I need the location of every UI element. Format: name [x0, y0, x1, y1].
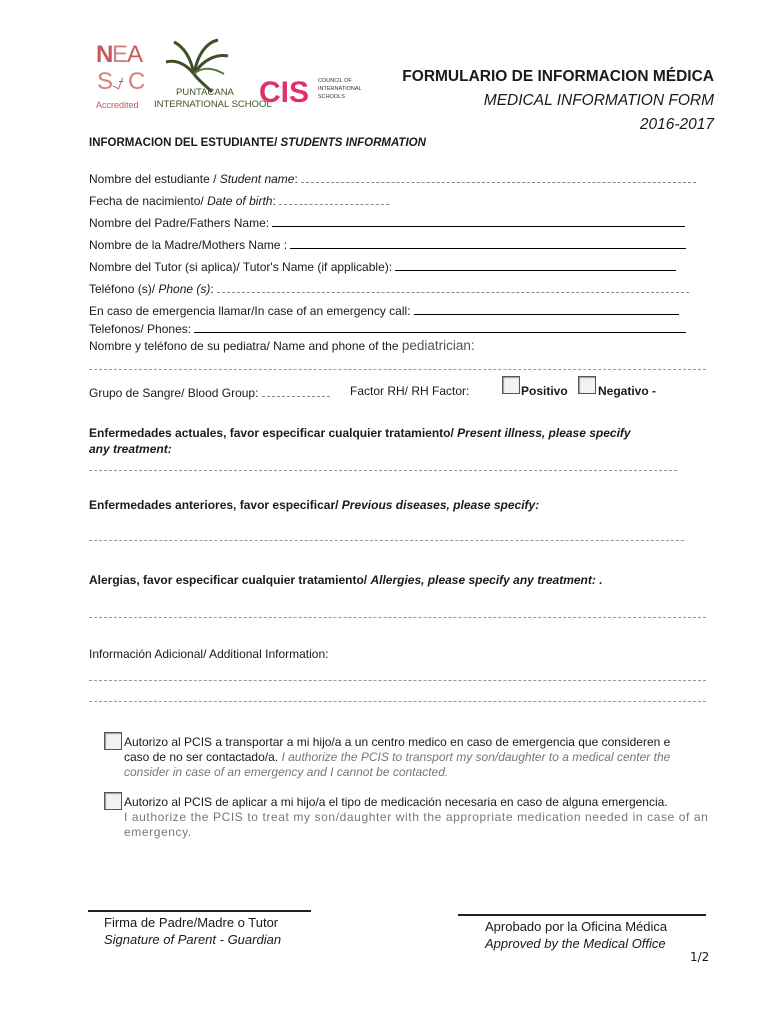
svg-text:⍻: ⍻	[112, 69, 125, 94]
form-title-es: FORMULARIO DE INFORMACION MÉDICA	[402, 68, 714, 85]
form-title-en: MEDICAL INFORMATION FORM	[483, 92, 714, 109]
parent-signature-label	[104, 914, 281, 948]
father-label: Nombre del Padre/Fathers Name:	[89, 216, 270, 230]
pediatrician-field[interactable]	[89, 369, 706, 370]
allergies-es: Alergias, favor especificar cualquier tratamiento/	[89, 573, 371, 587]
father-field[interactable]	[272, 214, 685, 227]
allergies-field[interactable]	[89, 617, 706, 618]
phones-label: Telefonos/ Phones:	[89, 322, 192, 336]
dob-label-es: Fecha de nacimiento/	[89, 194, 208, 208]
dob-field[interactable]	[279, 192, 389, 205]
medication-authorization-checkbox[interactable]	[104, 792, 122, 810]
parent-signature-en: Signature of Parent - Guardian	[104, 932, 282, 947]
phone-field[interactable]	[217, 280, 689, 293]
present-illness-label	[89, 425, 689, 457]
parent-signature-line[interactable]	[88, 910, 311, 912]
student-name-label-es: Nombre del estudiante /	[89, 172, 220, 186]
medication-auth-es: Autorizo al PCIS de aplicar a mi hijo/a el tipo de medicación necesaria en caso de alguna emergencia.	[124, 795, 668, 809]
student-name-field[interactable]	[301, 170, 696, 183]
emergency-field[interactable]	[414, 302, 679, 315]
puntacana-logo	[154, 40, 272, 110]
office-approval-label	[485, 918, 667, 952]
page-number: 1/2	[690, 950, 710, 964]
additional-info-field-2[interactable]	[89, 701, 706, 702]
transport-auth-es-1: Autorizo al PCIS a transportar a mi hijo/a a un centro medico en caso de emergencia que consideren e	[124, 735, 671, 749]
office-approval-es: Aprobado por la Oficina Médica	[485, 919, 668, 934]
phones-field[interactable]	[194, 320, 686, 333]
medication-authorization-text	[124, 795, 716, 840]
pediatrician-label-1: Nombre y teléfono de su pediatra/ Name and phone of the	[89, 339, 402, 353]
additional-info-label: Información Adicional/ Additional Information:	[89, 647, 329, 661]
section-heading-es: INFORMACION DEL ESTUDIANTE/	[89, 137, 278, 149]
transport-auth-en-2: I authorize the PCIS to transport my son/daughter to a medical center the	[281, 750, 671, 764]
blood-group-field[interactable]	[262, 384, 330, 397]
transport-auth-es-2: caso de no ser contactado/a.	[124, 750, 282, 764]
svg-text:N: N	[96, 41, 114, 68]
cis-text: CIS	[259, 76, 310, 109]
svg-text:C: C	[128, 68, 146, 95]
present-illness-field[interactable]	[89, 470, 677, 471]
phones-row	[89, 320, 686, 336]
blood-group-label: Grupo de Sangre/ Blood Group:	[89, 386, 259, 400]
neasc-logo	[96, 41, 145, 110]
parent-signature-es: Firma de Padre/Madre o Tutor	[104, 915, 279, 930]
student-name-label-en: Student name	[219, 172, 295, 186]
positive-label: Positivo	[521, 384, 568, 398]
tutor-row	[89, 258, 676, 274]
svg-text:E: E	[112, 41, 129, 68]
cis-sub-1: COUNCIL OF	[318, 78, 352, 84]
present-illness-en-1: Present illness, please specify	[457, 426, 631, 440]
transport-authorization-text	[124, 735, 714, 780]
mother-row	[89, 236, 686, 252]
cis-sub-2: INTERNATIONAL	[318, 86, 362, 92]
rh-factor-label: Factor RH/ RH Factor:	[350, 384, 470, 398]
student-name-row: Nombre del estudiante / Student name:	[89, 170, 696, 186]
previous-diseases-en: Previous diseases, please specify:	[341, 498, 540, 512]
allergies-en: Allergies, please specify any treatment: .	[370, 573, 603, 587]
office-approval-line[interactable]	[458, 914, 706, 916]
blood-group-row	[89, 384, 330, 400]
section-heading-en: STUDENTS INFORMATION	[277, 137, 426, 149]
svg-text:A: A	[127, 41, 144, 68]
allergies-label	[89, 573, 603, 587]
tutor-field[interactable]	[395, 258, 676, 271]
transport-authorization-checkbox[interactable]	[104, 732, 122, 750]
positive-checkbox[interactable]	[502, 376, 520, 394]
puntacana-text-2: INTERNATIONAL SCHOOL	[154, 99, 272, 110]
dob-label-en: Date of birth	[207, 194, 273, 208]
mother-label: Nombre de la Madre/Mothers Name :	[89, 238, 288, 252]
negative-label: Negativo -	[598, 384, 657, 398]
mother-field[interactable]	[290, 236, 686, 249]
emergency-label: En caso de emergencia llamar/In case of an emergency call:	[89, 304, 411, 318]
negative-checkbox[interactable]	[578, 376, 596, 394]
pediatrician-row	[89, 338, 475, 353]
puntacana-text-1: PUNTACANA	[176, 87, 234, 98]
form-year: 2016-2017	[639, 116, 714, 133]
tutor-label: Nombre del Tutor (si aplica)/ Tutor's Name (if applicable):	[89, 260, 393, 274]
present-illness-en-2: any treatment:	[89, 442, 172, 456]
phone-label-en: Phone (s)	[158, 282, 211, 296]
previous-diseases-field[interactable]	[89, 540, 684, 541]
section-heading	[89, 137, 426, 149]
medication-auth-en-1: I authorize the PCIS to treat my son/daughter with the appropriate medication needed in case of an	[124, 810, 709, 824]
father-row	[89, 214, 685, 230]
present-illness-es: Enfermedades actuales, favor especificar cualquier tratamiento/	[89, 426, 458, 440]
previous-diseases-label	[89, 498, 539, 512]
emergency-row	[89, 302, 679, 318]
medication-auth-en-2: emergency.	[124, 825, 192, 839]
cis-sub-3: SCHOOLS	[318, 94, 345, 100]
additional-info-field-1[interactable]	[89, 680, 706, 681]
accredited-text: Accredited	[96, 100, 139, 110]
dob-row: Fecha de nacimiento/ Date of birth:	[89, 192, 389, 208]
office-approval-en: Approved by the Medical Office	[485, 936, 666, 951]
phone-label-es: Teléfono (s)/	[89, 282, 159, 296]
transport-auth-en-3: consider in case of an emergency and I cannot be contacted.	[124, 765, 449, 779]
previous-diseases-es: Enfermedades anteriores, favor especificar/	[89, 498, 342, 512]
phone-row: Teléfono (s)/ Phone (s):	[89, 280, 689, 296]
svg-text:S: S	[97, 68, 114, 95]
pediatrician-label-2: pediatrician:	[401, 338, 475, 353]
